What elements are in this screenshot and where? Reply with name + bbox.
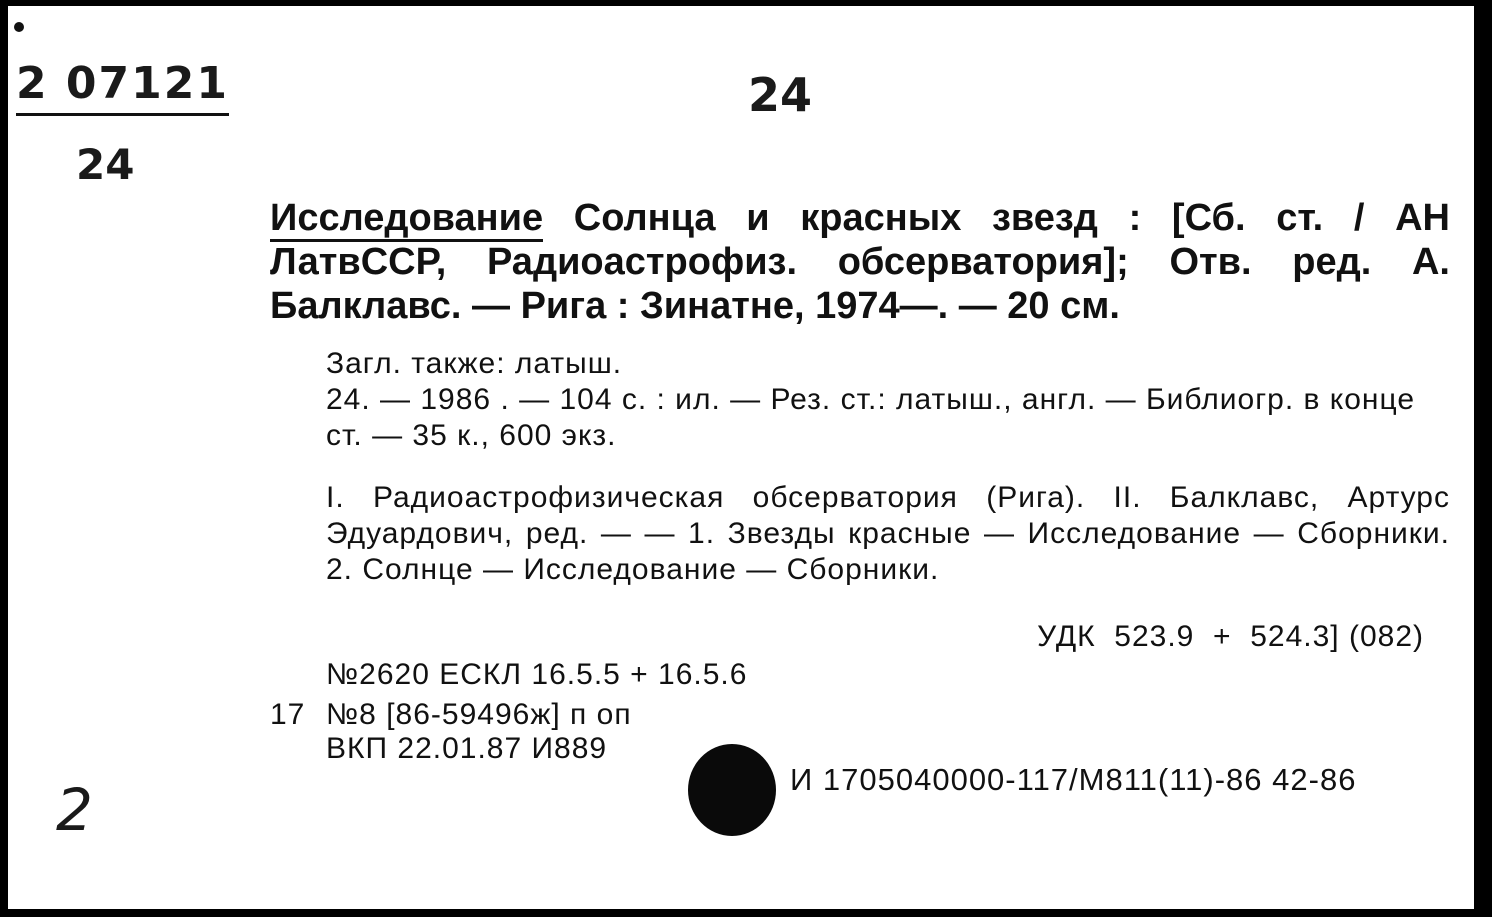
catalog-code: И 1705040000-117/М811(11)-86 42-86: [790, 762, 1357, 797]
note-parallel-title: Загл. также: латыш.: [326, 347, 623, 380]
meta-line-2-number: 17: [270, 698, 306, 731]
note-volume-description: 24. — 1986 . — 104 с. : ил. — Рез. ст.: латыш., англ. — Библиогр. в конце ст. — 35 к., 600 экз.: [326, 383, 1416, 452]
call-number: 2 07121: [16, 58, 229, 116]
filled-circle-mark: [688, 744, 776, 836]
tracings-text: I. Радиоастрофизическая обсерватория (Рига). II. Балклавс, Артурс Эдуардович, ред. — — 1. Звезды красные — Исследование — Сборники. 2. Солнце — Исследование — Сборники.: [326, 481, 1450, 586]
meta-line-3: ВКП 22.01.87 И889: [326, 732, 608, 765]
title-rest: Солнца и красных звезд : [Сб. ст. / АН ЛатвССР, Радиоастрофиз. обсерватория]; Отв. ред. А. Балклавс. — Рига : Зинатне, 1974—. — 20 см.: [270, 197, 1450, 327]
meta-line-2: №8 [86-59496ж] п оп: [326, 698, 632, 731]
volume-number-handwritten: 24: [748, 68, 813, 122]
title-lead-word: Исследование: [270, 197, 543, 242]
tracings-block: [270, 480, 1450, 588]
title-block: [270, 196, 1450, 328]
call-number-volume: 24: [76, 140, 135, 189]
catalog-card: [8, 6, 1474, 909]
notes-block: [270, 346, 1450, 454]
udk-classification: УДК 523.9 + 524.3] (082): [1037, 620, 1424, 653]
corner-mark: [14, 22, 24, 32]
meta-line-1: №2620 ЕСКЛ 16.5.5 + 16.5.6: [326, 658, 748, 691]
handwritten-mark: 2: [56, 776, 93, 844]
